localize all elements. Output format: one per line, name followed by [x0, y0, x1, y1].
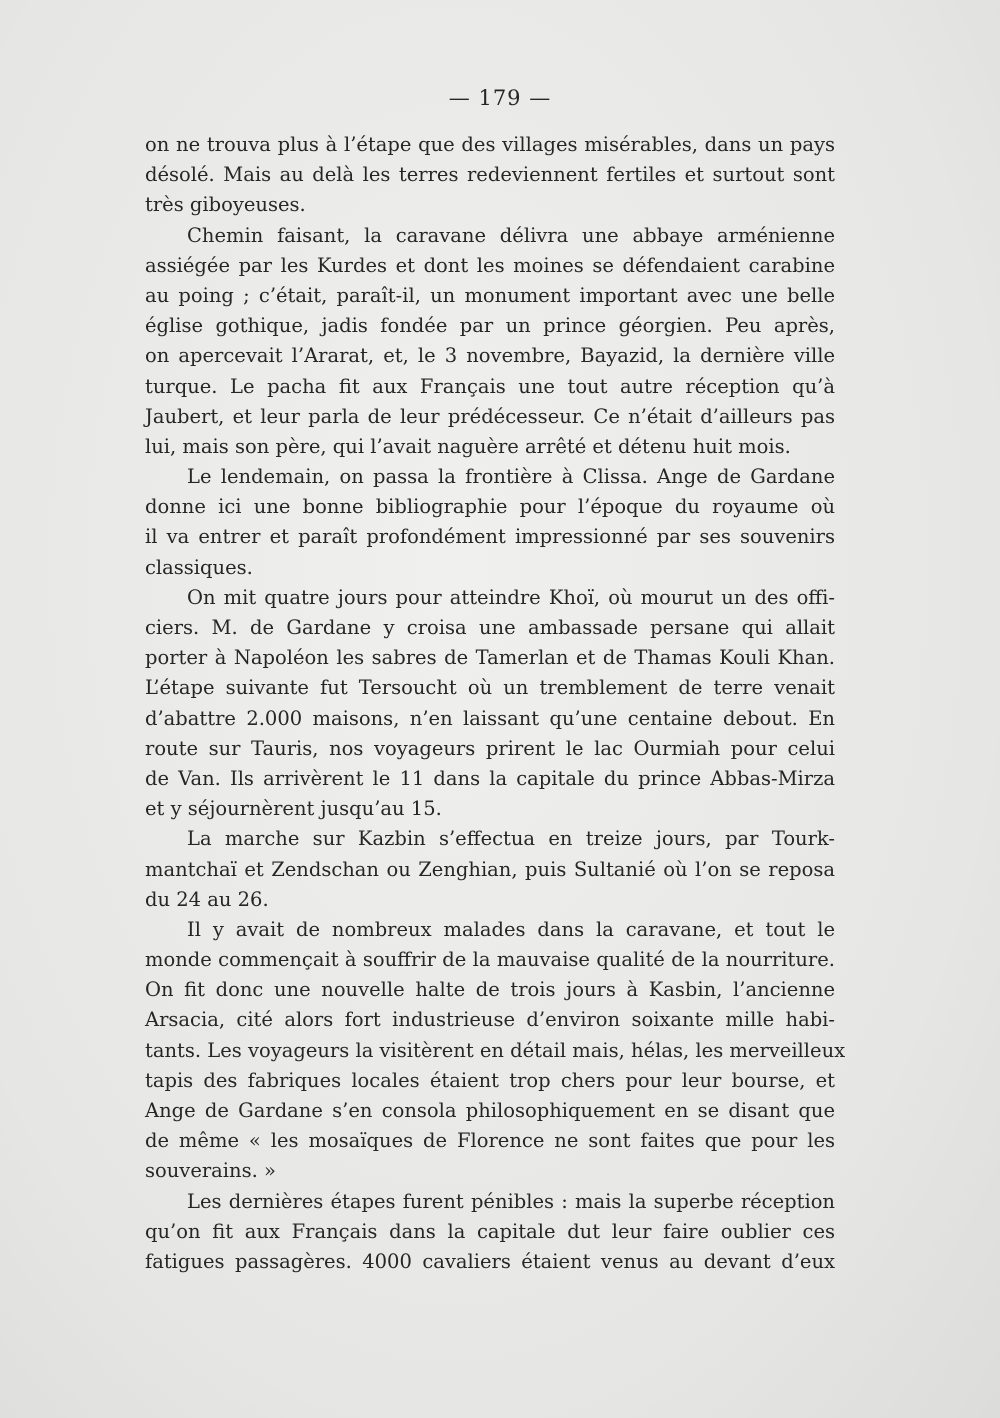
text-line: porter à Napoléon les sabres de Tamerlan et de Thamas Kouli Khan.	[145, 646, 835, 670]
text-line: qu’on fit aux Français dans la capitale dut leur faire oublier ces	[145, 1219, 835, 1243]
text-line: donne ici une bonne bibliographie pour l’époque du royaume où	[145, 495, 835, 519]
text-line: Ange de Gardane s’en consola philosophiquement en se disant que	[145, 1099, 835, 1122]
text-line: tants. Les voyageurs la visitèrent en détail mais, hélas, les merveilleux	[145, 1038, 846, 1062]
text-line: Arsacia, cité alors fort industrieuse d’environ soixante mille habi-	[145, 1008, 835, 1032]
text-line: du 24 au 26.	[145, 887, 269, 911]
text-line: tapis des fabriques locales étaient trop chers pour leur bourse, et	[145, 1068, 835, 1092]
text-line: turque. Le pacha fit aux Français une tout autre réception qu’à	[145, 374, 835, 398]
text-line: d’abattre 2.000 maisons, n’en laissant qu’une centaine debout. En	[145, 706, 835, 730]
text-line: désolé. Mais au delà les terres redeviennent fertiles et surtout sont	[145, 163, 835, 187]
text-line: Chemin faisant, la caravane délivra une abbaye arménienne	[187, 223, 835, 247]
text-line: Le lendemain, on passa la frontière à Clissa. Ange de Gardane	[187, 465, 835, 489]
text-line: On fit donc une nouvelle halte de trois jours à Kasbin, l’ancienne	[145, 978, 835, 1002]
text-line: Les dernières étapes furent pénibles : mais la superbe réception	[187, 1189, 835, 1213]
text-line: au poing ; c’était, paraît-il, un monument important avec une belle	[145, 283, 835, 307]
text-line: Il y avait de nombreux malades dans la caravane, et tout le	[187, 917, 835, 941]
text-line: La marche sur Kazbin s’effectua en treize jours, par Tourk-	[187, 827, 835, 851]
text-line: assiégée par les Kurdes et dont les moines se défendaient carabine	[145, 253, 835, 277]
text-line: L’étape suivante fut Tersoucht où un tremblement de terre venait	[145, 676, 835, 700]
text-line: église gothique, jadis fondée par un prince géorgien. Peu après,	[145, 314, 835, 338]
text-line: ciers. M. de Gardane y croisa une ambassade persane qui allait	[145, 616, 835, 639]
body-text	[145, 130, 846, 1277]
text-line: classiques.	[145, 555, 253, 579]
text-line: très giboyeuses.	[145, 193, 306, 217]
text-line: On mit quatre jours pour atteindre Khoï, où mourut un des offi-	[187, 585, 835, 609]
text-line: mantchaï et Zendschan ou Zenghian, puis Sultanié où l’on se reposa	[145, 857, 835, 881]
text-line: de Van. Ils arrivèrent le 11 dans la capitale du prince Abbas-Mirza	[145, 766, 835, 790]
text-line: monde commençait à souffrir de la mauvaise qualité de la nourriture.	[145, 948, 835, 972]
text-line: de même « les mosaïques de Florence ne sont faites que pour les	[145, 1129, 835, 1153]
text-line: fatigues passagères. 4000 cavaliers étaient venus au devant d’eux	[145, 1249, 835, 1273]
text-line: et y séjournèrent jusqu’au 15.	[145, 797, 442, 821]
text-line: lui, mais son père, qui l’avait naguère arrêté et détenu huit mois.	[145, 434, 791, 458]
text-line: on ne trouva plus à l’étape que des villages misérables, dans un pays	[145, 133, 835, 156]
page-number: — 179 —	[448, 86, 552, 110]
text-line: route sur Tauris, nos voyageurs prirent le lac Ourmiah pour celui	[145, 736, 835, 760]
text-line: il va entrer et paraît profondément impressionné par ses souvenirs	[145, 525, 835, 549]
text-line: souverains. »	[145, 1159, 276, 1183]
text-line: on apercevait l’Ararat, et, le 3 novembre, Bayazid, la dernière ville	[145, 344, 835, 368]
text-line: Jaubert, et leur parla de leur prédécesseur. Ce n’était d’ailleurs pas	[145, 404, 835, 428]
